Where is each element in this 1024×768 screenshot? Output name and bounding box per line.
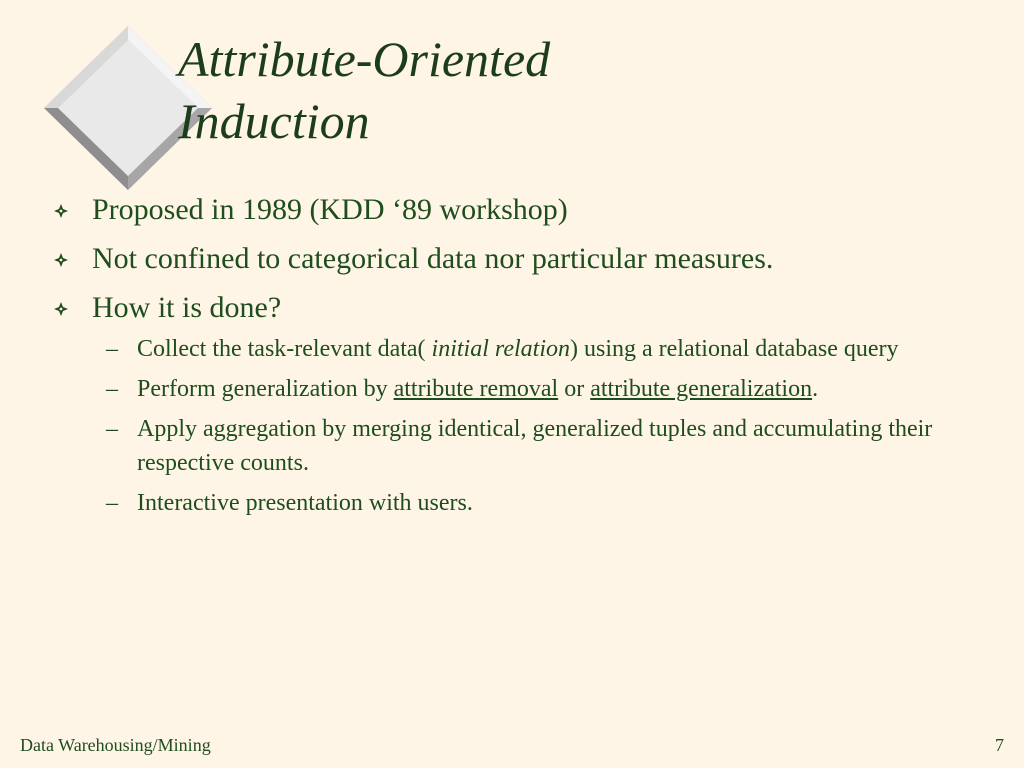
slide-title <box>178 28 550 152</box>
footer-course-title: Data Warehousing/Mining <box>20 735 211 755</box>
bullet-item <box>54 241 984 277</box>
sub-bullet-item <box>54 372 984 406</box>
attribute-generalization-link[interactable]: attribute generalization <box>590 376 813 402</box>
sub-bullet-text: . <box>812 376 819 402</box>
fleuron-bullet-icon <box>54 302 68 316</box>
sub-bullet-dash: – <box>106 336 118 362</box>
sub-bullet-italic-text: initial relation <box>431 336 570 362</box>
sub-bullet-text: ) using a relational database query <box>570 336 899 362</box>
sub-bullet-text: Apply aggregation by merging identical, generalized tuples and accumulating their respective counts. <box>137 416 933 476</box>
bullet-text: How it is done? <box>92 291 282 324</box>
sub-bullet-dash: – <box>106 416 118 442</box>
slide-title-line1: Attribute-Oriented <box>178 31 551 87</box>
bullet-item <box>54 290 984 326</box>
fleuron-bullet-icon <box>54 253 68 267</box>
bullet-text: Proposed in 1989 (KDD ‘89 workshop) <box>92 193 568 226</box>
sub-bullet-item <box>54 486 984 520</box>
sub-bullet-text: Collect the task-relevant data( <box>137 336 432 362</box>
sub-bullet-dash: – <box>106 490 118 516</box>
bullet-text: Not confined to categorical data nor particular measures. <box>92 242 774 275</box>
sub-bullet-item <box>54 412 984 480</box>
sub-bullet-text: or <box>558 376 591 402</box>
slide-title-line2: Induction <box>178 93 370 149</box>
footer-page-number: 7 <box>995 735 1004 755</box>
fleuron-bullet-icon <box>54 204 68 218</box>
bullet-item <box>54 192 984 228</box>
sub-bullet-dash: – <box>106 376 118 402</box>
sub-bullet-item <box>54 332 984 366</box>
sub-bullet-text: Interactive presentation with users. <box>137 490 473 516</box>
attribute-removal-link[interactable]: attribute removal <box>393 376 559 402</box>
slide-content <box>54 192 984 526</box>
sub-bullet-text: Perform generalization by <box>137 376 394 402</box>
